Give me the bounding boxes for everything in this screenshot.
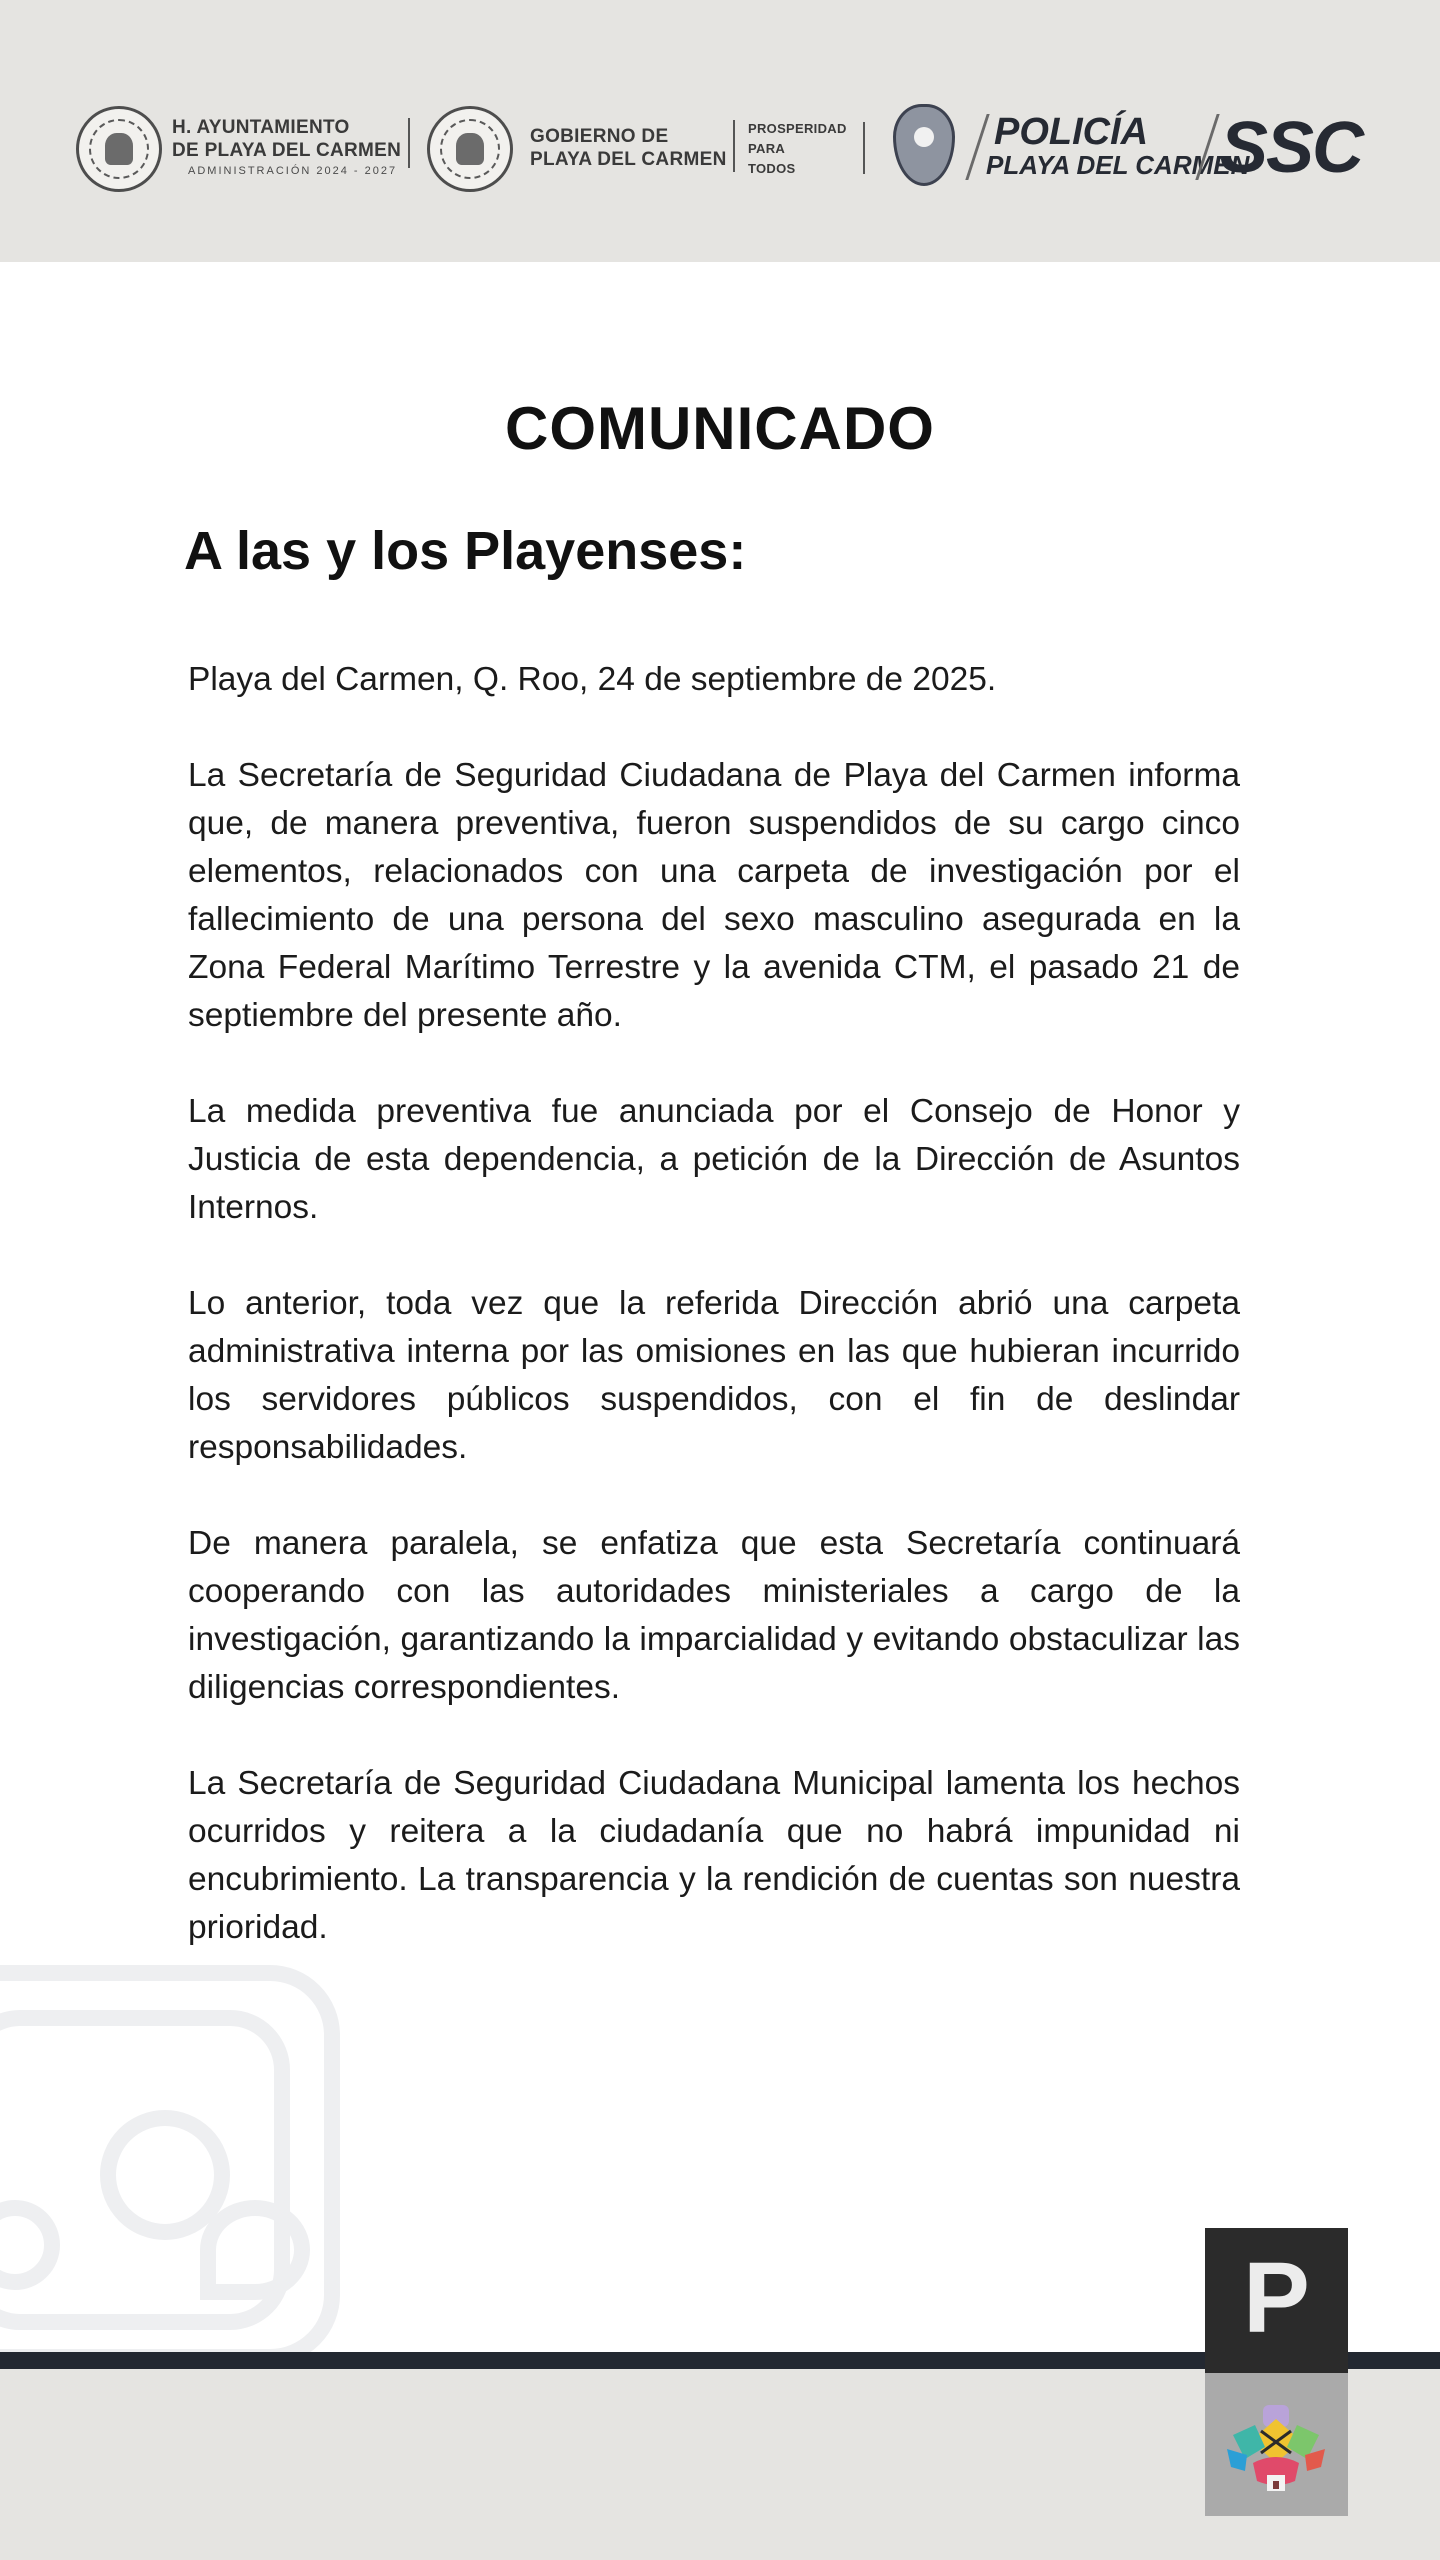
- header-divider: [408, 118, 410, 168]
- body-paragraph: La Secretaría de Seguridad Ciudadana Municipal lamenta los hechos ocurridos y reitera a la ciudadanía que no habrá impunidad ni encubrimiento. La transparencia y la rendición de cuentas son nuestra prioridad.: [188, 1765, 1240, 1946]
- page-title: COMUNICADO: [505, 395, 935, 462]
- policia-subtitle: PLAYA DEL CARMEN: [986, 150, 1250, 180]
- body-paragraph: La medida preventiva fue anunciada por el Consejo de Honor y Justicia de esta dependencia, a petición de la Dirección de Asuntos Internos.: [188, 1093, 1240, 1226]
- body-paragraph: De manera paralela, se enfatiza que esta Secretaría continuará cooperando con las autoridades ministeriales a cargo de la investigación, garantizando la imparcialidad y evitando obstaculizar las diligencias correspondientes.: [188, 1525, 1240, 1706]
- ayuntamiento-name-line1: H. AYUNTAMIENTO: [172, 117, 350, 138]
- ssc-logo: SSC: [1220, 108, 1363, 188]
- mayan-flower-icon: [1223, 2401, 1329, 2501]
- gobierno-seal-icon: [427, 106, 513, 192]
- header-divider: [733, 120, 735, 172]
- slogan-line3: TODOS: [748, 161, 796, 176]
- body-paragraph: Lo anterior, toda vez que la referida Dirección abrió una carpeta administrativa interna por las omisiones en las que hubieran incurrido los servidores públicos suspendidos, con el fin de deslindar responsabilidades.: [188, 1285, 1240, 1466]
- body-paragraph: La Secretaría de Seguridad Ciudadana de Playa del Carmen informa que, de manera preventiva, fueron suspendidos de su cargo cinco elementos, relacionados con una carpeta de investigación por el fallecimiento de una persona del sexo masculino asegurada en la Zona Federal Marítimo Terrestre y la avenida CTM, el pasado 21 de septiembre del presente año.: [188, 757, 1240, 1034]
- p-badge-logo: [1205, 2228, 1348, 2373]
- ayuntamiento-administration: ADMINISTRACIÓN 2024 - 2027: [188, 165, 398, 177]
- salutation-heading: A las y los Playenses:: [184, 521, 747, 581]
- slogan-line2: PARA: [748, 141, 786, 156]
- date-line: Playa del Carmen, Q. Roo, 24 de septiembre de 2025.: [188, 661, 997, 698]
- header-banner: [0, 0, 1440, 262]
- gobierno-name-line2: PLAYA DEL CARMEN: [530, 149, 727, 170]
- slogan-line1: PROSPERIDAD: [748, 121, 847, 136]
- communique-body: [188, 656, 1240, 2000]
- policia-title: POLICÍA: [994, 111, 1149, 153]
- header-divider: [863, 122, 865, 174]
- police-badge-icon: [893, 104, 955, 186]
- gobierno-name-line1: GOBIERNO DE: [530, 126, 669, 147]
- ayuntamiento-name-line2: DE PLAYA DEL CARMEN: [172, 140, 402, 161]
- ayuntamiento-seal-icon: [76, 106, 162, 192]
- p-letter: P: [1243, 2242, 1310, 2354]
